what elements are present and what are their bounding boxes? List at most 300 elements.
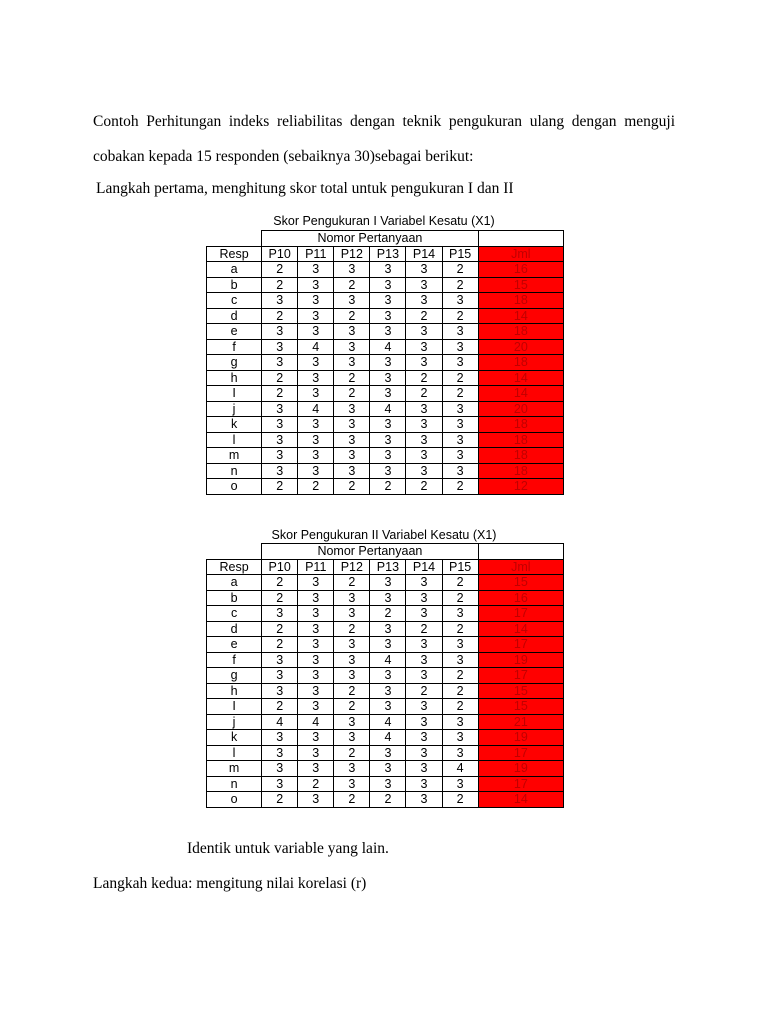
column-header-row — [207, 246, 564, 262]
respondent-cell: a — [207, 262, 262, 278]
score-cell: 3 — [262, 417, 298, 433]
table-row — [207, 776, 564, 792]
score-cell: 3 — [334, 463, 370, 479]
score-cell: 3 — [370, 575, 406, 591]
score-cell: 2 — [370, 792, 406, 808]
score-cell: 3 — [298, 652, 334, 668]
table-1-caption: Skor Pengukuran I Variabel Kesatu (X1) — [273, 214, 495, 228]
score-cell: 3 — [406, 463, 442, 479]
column-header: P15 — [442, 559, 478, 575]
score-cell: 3 — [370, 293, 406, 309]
score-cell: 3 — [370, 637, 406, 653]
score-cell: 3 — [442, 606, 478, 622]
score-cell: 3 — [370, 308, 406, 324]
column-header: P14 — [406, 246, 442, 262]
respondent-cell: o — [207, 792, 262, 808]
score-cell: 3 — [298, 699, 334, 715]
score-cell: 3 — [370, 699, 406, 715]
score-cell: 3 — [442, 776, 478, 792]
score-cell: 2 — [262, 590, 298, 606]
column-header-row — [207, 559, 564, 575]
score-cell: 2 — [406, 621, 442, 637]
table-row — [207, 355, 564, 371]
score-cell: 3 — [370, 386, 406, 402]
intro-line-1: Contoh Perhitungan indeks reliabilitas dengan teknik pengukuran ulang dengan menguji — [93, 113, 675, 130]
score-cell: 3 — [370, 448, 406, 464]
score-cell: 3 — [262, 463, 298, 479]
score-cell: 3 — [298, 606, 334, 622]
score-cell: 2 — [442, 262, 478, 278]
score-cell: 3 — [334, 606, 370, 622]
score-cell: 2 — [298, 479, 334, 495]
score-cell: 3 — [334, 432, 370, 448]
score-cell: 3 — [298, 463, 334, 479]
score-cell: 3 — [334, 417, 370, 433]
score-cell: 3 — [406, 699, 442, 715]
score-cell: 3 — [442, 730, 478, 746]
respondent-cell: e — [207, 637, 262, 653]
score-cell: 3 — [406, 324, 442, 340]
respondent-cell: k — [207, 417, 262, 433]
score-cell: 2 — [442, 792, 478, 808]
score-cell: 2 — [406, 386, 442, 402]
score-cell: 2 — [262, 262, 298, 278]
score-cell: 2 — [334, 683, 370, 699]
total-cell: 15 — [478, 699, 563, 715]
score-cell: 2 — [334, 699, 370, 715]
respondent-cell: c — [207, 293, 262, 309]
respondent-cell: j — [207, 714, 262, 730]
total-cell: 18 — [478, 432, 563, 448]
total-cell: 16 — [478, 262, 563, 278]
respondent-cell: b — [207, 277, 262, 293]
score-cell: 3 — [298, 432, 334, 448]
score-cell: 3 — [370, 355, 406, 371]
score-cell: 3 — [298, 386, 334, 402]
total-cell: 17 — [478, 668, 563, 684]
score-cell: 2 — [442, 386, 478, 402]
respondent-cell: I — [207, 386, 262, 402]
intro-line-2: cobakan kepada 15 responden (sebaiknya 30)sebagai berikut: — [93, 148, 474, 165]
total-cell: 17 — [478, 776, 563, 792]
score-cell: 3 — [334, 324, 370, 340]
table-row — [207, 621, 564, 637]
score-cell: 4 — [370, 714, 406, 730]
score-cell: 3 — [370, 745, 406, 761]
table-row — [207, 792, 564, 808]
score-cell: 3 — [442, 355, 478, 371]
respondent-cell: I — [207, 699, 262, 715]
total-cell: 14 — [478, 792, 563, 808]
score-cell: 4 — [298, 714, 334, 730]
total-cell: 18 — [478, 324, 563, 340]
score-cell: 4 — [298, 401, 334, 417]
score-cell: 3 — [406, 262, 442, 278]
table-row — [207, 370, 564, 386]
score-cell: 3 — [442, 745, 478, 761]
table-row — [207, 668, 564, 684]
total-cell: 19 — [478, 652, 563, 668]
table-row — [207, 683, 564, 699]
score-cell: 3 — [298, 308, 334, 324]
score-cell: 4 — [370, 730, 406, 746]
column-header: Jml — [478, 246, 563, 262]
score-cell: 2 — [334, 745, 370, 761]
score-cell: 3 — [406, 417, 442, 433]
score-cell: 3 — [334, 448, 370, 464]
total-cell: 20 — [478, 339, 563, 355]
score-cell: 2 — [298, 776, 334, 792]
total-cell: 15 — [478, 277, 563, 293]
score-cell: 3 — [442, 432, 478, 448]
table-row — [207, 277, 564, 293]
score-cell: 3 — [262, 293, 298, 309]
score-cell: 3 — [406, 668, 442, 684]
score-cell: 3 — [334, 668, 370, 684]
score-cell: 2 — [262, 637, 298, 653]
score-table-1 — [206, 230, 564, 495]
total-cell: 17 — [478, 745, 563, 761]
score-cell: 3 — [298, 370, 334, 386]
respondent-cell: d — [207, 621, 262, 637]
table-row — [207, 479, 564, 495]
score-cell: 3 — [406, 448, 442, 464]
group-header-cell: Nomor Pertanyaan — [262, 544, 479, 560]
score-cell: 2 — [334, 621, 370, 637]
score-cell: 3 — [370, 590, 406, 606]
score-cell: 2 — [442, 308, 478, 324]
respondent-cell: e — [207, 324, 262, 340]
score-cell: 3 — [298, 668, 334, 684]
score-cell: 3 — [442, 417, 478, 433]
score-cell: 2 — [334, 386, 370, 402]
score-cell: 3 — [262, 683, 298, 699]
table-row — [207, 761, 564, 777]
score-cell: 3 — [298, 683, 334, 699]
score-cell: 3 — [262, 324, 298, 340]
score-cell: 3 — [406, 339, 442, 355]
score-cell: 3 — [406, 792, 442, 808]
score-cell: 4 — [262, 714, 298, 730]
column-header: P14 — [406, 559, 442, 575]
table-row — [207, 714, 564, 730]
score-cell: 3 — [370, 463, 406, 479]
table-row — [207, 730, 564, 746]
total-cell: 17 — [478, 606, 563, 622]
score-cell: 3 — [298, 575, 334, 591]
table-row — [207, 575, 564, 591]
score-cell: 3 — [334, 637, 370, 653]
total-cell: 18 — [478, 293, 563, 309]
score-cell: 3 — [370, 761, 406, 777]
column-header: P13 — [370, 559, 406, 575]
score-cell: 3 — [442, 714, 478, 730]
score-cell: 3 — [442, 463, 478, 479]
score-cell: 3 — [262, 776, 298, 792]
score-cell: 3 — [370, 668, 406, 684]
score-table-2 — [206, 543, 564, 808]
score-cell: 3 — [406, 730, 442, 746]
empty-cell — [478, 231, 563, 247]
respondent-cell: f — [207, 339, 262, 355]
score-cell: 2 — [334, 479, 370, 495]
score-cell: 2 — [262, 386, 298, 402]
score-cell: 3 — [262, 355, 298, 371]
score-cell: 2 — [334, 370, 370, 386]
score-cell: 2 — [442, 699, 478, 715]
score-cell: 2 — [406, 683, 442, 699]
score-cell: 3 — [406, 606, 442, 622]
score-cell: 3 — [298, 417, 334, 433]
score-cell: 3 — [262, 745, 298, 761]
score-cell: 2 — [370, 479, 406, 495]
score-cell: 3 — [334, 652, 370, 668]
score-cell: 3 — [370, 370, 406, 386]
score-cell: 3 — [262, 652, 298, 668]
score-cell: 3 — [406, 432, 442, 448]
table-row — [207, 699, 564, 715]
total-cell: 15 — [478, 575, 563, 591]
column-header: Resp — [207, 559, 262, 575]
total-cell: 17 — [478, 637, 563, 653]
table-row — [207, 652, 564, 668]
score-cell: 3 — [262, 606, 298, 622]
score-cell: 2 — [262, 479, 298, 495]
total-cell: 14 — [478, 621, 563, 637]
table-row — [207, 463, 564, 479]
score-cell: 3 — [334, 730, 370, 746]
score-cell: 2 — [334, 277, 370, 293]
score-cell: 2 — [370, 606, 406, 622]
column-header: P10 — [262, 559, 298, 575]
respondent-cell: o — [207, 479, 262, 495]
total-cell: 18 — [478, 448, 563, 464]
score-cell: 3 — [334, 776, 370, 792]
score-cell: 3 — [334, 355, 370, 371]
score-cell: 3 — [334, 761, 370, 777]
respondent-cell: h — [207, 370, 262, 386]
score-cell: 4 — [298, 339, 334, 355]
score-cell: 3 — [442, 293, 478, 309]
score-cell: 3 — [298, 792, 334, 808]
score-cell: 3 — [370, 683, 406, 699]
table-row — [207, 448, 564, 464]
score-cell: 2 — [406, 479, 442, 495]
score-cell: 3 — [370, 417, 406, 433]
table-row — [207, 590, 564, 606]
column-header: Jml — [478, 559, 563, 575]
respondent-cell: m — [207, 448, 262, 464]
score-cell: 3 — [406, 590, 442, 606]
column-header: P12 — [334, 559, 370, 575]
score-cell: 2 — [442, 370, 478, 386]
score-cell: 3 — [406, 575, 442, 591]
group-header-row — [207, 544, 564, 560]
score-cell: 3 — [442, 339, 478, 355]
score-cell: 3 — [406, 776, 442, 792]
score-cell: 2 — [334, 308, 370, 324]
total-cell: 14 — [478, 370, 563, 386]
score-cell: 3 — [262, 339, 298, 355]
score-cell: 3 — [406, 293, 442, 309]
score-cell: 3 — [406, 652, 442, 668]
table-row — [207, 745, 564, 761]
total-cell: 19 — [478, 761, 563, 777]
group-header-cell: Nomor Pertanyaan — [262, 231, 479, 247]
score-cell: 3 — [262, 730, 298, 746]
table-row — [207, 339, 564, 355]
score-cell: 3 — [262, 432, 298, 448]
column-header: P10 — [262, 246, 298, 262]
score-cell: 3 — [262, 448, 298, 464]
score-cell: 4 — [442, 761, 478, 777]
score-cell: 3 — [262, 401, 298, 417]
column-header: Resp — [207, 246, 262, 262]
score-cell: 3 — [262, 668, 298, 684]
respondent-cell: l — [207, 745, 262, 761]
score-cell: 3 — [370, 324, 406, 340]
total-cell: 18 — [478, 355, 563, 371]
score-cell: 3 — [406, 277, 442, 293]
step-1-text: Langkah pertama, menghitung skor total untuk pengukuran I dan II — [96, 180, 514, 197]
total-cell: 21 — [478, 714, 563, 730]
table-row — [207, 417, 564, 433]
score-cell: 2 — [406, 370, 442, 386]
score-cell: 3 — [334, 401, 370, 417]
respondent-cell: g — [207, 668, 262, 684]
score-cell: 3 — [442, 324, 478, 340]
score-cell: 3 — [298, 355, 334, 371]
score-cell: 3 — [370, 432, 406, 448]
score-cell: 3 — [334, 293, 370, 309]
identik-note: Identik untuk variable yang lain. — [187, 840, 389, 857]
total-cell: 14 — [478, 386, 563, 402]
score-cell: 3 — [298, 324, 334, 340]
table-row — [207, 262, 564, 278]
respondent-cell: h — [207, 683, 262, 699]
score-cell: 3 — [298, 277, 334, 293]
respondent-cell: b — [207, 590, 262, 606]
score-cell: 2 — [442, 590, 478, 606]
table-row — [207, 293, 564, 309]
score-cell: 2 — [442, 277, 478, 293]
total-cell: 18 — [478, 463, 563, 479]
respondent-cell: n — [207, 776, 262, 792]
table-row — [207, 637, 564, 653]
total-cell: 20 — [478, 401, 563, 417]
score-cell: 3 — [406, 637, 442, 653]
score-cell: 3 — [406, 745, 442, 761]
score-cell: 3 — [298, 761, 334, 777]
table-row — [207, 606, 564, 622]
total-cell: 15 — [478, 683, 563, 699]
score-cell: 3 — [370, 776, 406, 792]
table-2-caption: Skor Pengukuran II Variabel Kesatu (X1) — [271, 528, 497, 542]
table-row — [207, 432, 564, 448]
score-cell: 3 — [406, 761, 442, 777]
total-cell: 18 — [478, 417, 563, 433]
total-cell: 14 — [478, 308, 563, 324]
total-cell: 19 — [478, 730, 563, 746]
score-cell: 3 — [442, 401, 478, 417]
score-cell: 2 — [262, 277, 298, 293]
score-cell: 2 — [262, 575, 298, 591]
score-cell: 3 — [298, 262, 334, 278]
respondent-cell: a — [207, 575, 262, 591]
respondent-cell: m — [207, 761, 262, 777]
score-cell: 2 — [442, 683, 478, 699]
table-row — [207, 386, 564, 402]
score-cell: 3 — [334, 339, 370, 355]
respondent-cell: l — [207, 432, 262, 448]
score-cell: 3 — [298, 637, 334, 653]
respondent-cell: n — [207, 463, 262, 479]
total-cell: 12 — [478, 479, 563, 495]
respondent-cell: c — [207, 606, 262, 622]
score-cell: 2 — [262, 792, 298, 808]
empty-cell — [207, 544, 262, 560]
total-cell: 16 — [478, 590, 563, 606]
respondent-cell: k — [207, 730, 262, 746]
table-row — [207, 308, 564, 324]
score-cell: 3 — [298, 745, 334, 761]
score-cell: 2 — [262, 370, 298, 386]
column-header: P13 — [370, 246, 406, 262]
score-cell: 3 — [442, 637, 478, 653]
score-cell: 2 — [442, 621, 478, 637]
column-header: P15 — [442, 246, 478, 262]
score-cell: 2 — [442, 575, 478, 591]
score-cell: 3 — [334, 714, 370, 730]
step-2-text: Langkah kedua: mengitung nilai korelasi (r) — [93, 875, 367, 892]
score-cell: 2 — [262, 308, 298, 324]
score-cell: 3 — [442, 448, 478, 464]
score-cell: 3 — [334, 262, 370, 278]
score-cell: 2 — [334, 575, 370, 591]
score-cell: 3 — [370, 621, 406, 637]
score-cell: 2 — [262, 699, 298, 715]
score-cell: 2 — [406, 308, 442, 324]
score-cell: 2 — [442, 668, 478, 684]
score-cell: 3 — [370, 277, 406, 293]
score-cell: 3 — [298, 293, 334, 309]
score-cell: 2 — [334, 792, 370, 808]
column-header: P12 — [334, 246, 370, 262]
score-cell: 3 — [262, 761, 298, 777]
score-cell: 3 — [334, 590, 370, 606]
group-header-row — [207, 231, 564, 247]
score-cell: 2 — [442, 479, 478, 495]
empty-cell — [478, 544, 563, 560]
respondent-cell: g — [207, 355, 262, 371]
respondent-cell: j — [207, 401, 262, 417]
empty-cell — [207, 231, 262, 247]
column-header: P11 — [298, 559, 334, 575]
score-cell: 3 — [406, 714, 442, 730]
respondent-cell: d — [207, 308, 262, 324]
table-row — [207, 324, 564, 340]
score-cell: 3 — [442, 652, 478, 668]
score-cell: 4 — [370, 652, 406, 668]
score-cell: 3 — [298, 590, 334, 606]
table-row — [207, 401, 564, 417]
score-cell: 3 — [406, 355, 442, 371]
respondent-cell: f — [207, 652, 262, 668]
score-cell: 3 — [298, 448, 334, 464]
column-header: P11 — [298, 246, 334, 262]
score-cell: 2 — [262, 621, 298, 637]
score-cell: 3 — [406, 401, 442, 417]
